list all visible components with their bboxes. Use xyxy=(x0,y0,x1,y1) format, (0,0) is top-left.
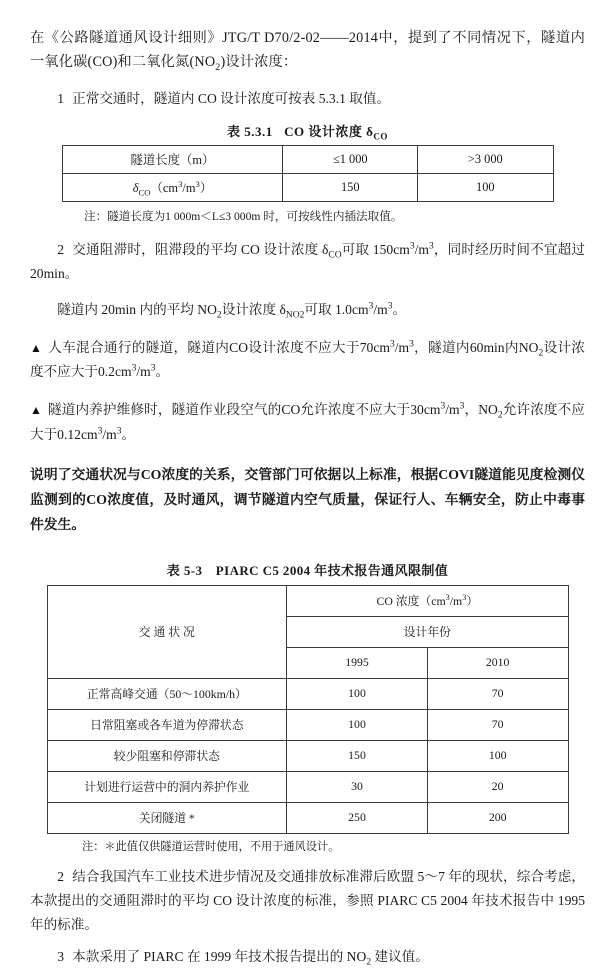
closing-item-3-number: 3 xyxy=(57,949,64,965)
item-2b-sup-c: 3 xyxy=(368,301,374,312)
table-2-row-2-value-0: 150 xyxy=(287,740,428,771)
bullet-2-paragraph xyxy=(30,398,585,447)
item-2-text-b: 可取 150cm xyxy=(341,242,410,258)
bullet-1-text-e: /m xyxy=(136,363,151,379)
table-2-row-0-value-0: 100 xyxy=(287,678,428,709)
table-2-co-unit-sup-b: 3 xyxy=(462,593,467,603)
table-2-row-3-label: 计划进行运营中的洞内养护作业 xyxy=(47,771,287,802)
triangle-bullet-icon: ▲ xyxy=(30,340,43,355)
bullet-2-text-e: /m xyxy=(102,426,117,442)
item-2b-sub-a: 2 xyxy=(216,310,222,321)
item-2-text-a: 交通阻滞时，阻滞段的平均 CO 设计浓度 δ xyxy=(72,242,329,258)
table-2-year-2010: 2010 xyxy=(427,647,568,678)
closing-item-3-text-a: 本款采用了 PIARC 在 1999 年技术报告提出的 NO xyxy=(72,949,367,965)
table-1-row-1-label xyxy=(62,173,283,201)
bullet-1-text-d: 设计浓度不应大于0.2cm xyxy=(30,339,586,379)
item-2b-text-b: 设计浓度 δ xyxy=(221,301,286,317)
table-row xyxy=(47,740,568,771)
closing-item-3-text-b: 建议值。 xyxy=(371,949,429,965)
table-1-caption xyxy=(30,121,585,140)
table-2-row-3-value-1: 20 xyxy=(427,771,568,802)
item-2b-text-e: 。 xyxy=(392,301,407,317)
bullet-2-text-d: 允许浓度不应大于0.12cm xyxy=(30,402,585,442)
item-2b-text-d: /m xyxy=(373,301,388,317)
item-2-number: 2 xyxy=(57,242,64,258)
table-1-caption-prefix: 表 5.3.1 xyxy=(227,123,273,139)
explanation-paragraph: 说明了交通状况与CO浓度的关系，交管部门可依据以上标准，根据COVI隧道能见度检测仪监测到的CO浓度值，及时通风，调节隧道内空气质量，保证行人、车辆安全，防止中毒事件发生。 xyxy=(30,467,585,533)
bullet-1-text-b: /m xyxy=(394,339,410,355)
table-1-caption-main: CO 设计浓度 δ xyxy=(284,123,374,139)
table-1-row-1-value-0: 150 xyxy=(283,173,418,201)
table-2-row-4-label: 关闭隧道 * xyxy=(47,802,287,833)
table-row xyxy=(47,771,568,802)
table-2-row-3-value-0: 30 xyxy=(287,771,428,802)
table-2-row-1-value-0: 100 xyxy=(287,709,428,740)
table-2-co-unit-c: ） xyxy=(466,594,479,609)
table-row xyxy=(47,678,568,709)
table-2-row-4-value-1: 200 xyxy=(427,802,568,833)
bullet-2-sub-c: 2 xyxy=(497,411,503,422)
table-2-caption: 表 5-3 PIARC C5 2004 年技术报告通风限制值 xyxy=(166,562,449,578)
table-2-year-1995: 1995 xyxy=(287,647,428,678)
table-1-row-1-symbol: δ xyxy=(132,181,139,196)
table-1-caption-sub: CO xyxy=(373,131,388,142)
table-2-row-4-value-0: 250 xyxy=(287,802,428,833)
bullet-2-sup-b: 3 xyxy=(459,401,465,412)
table-1-row-1-unit-c: ） xyxy=(199,181,213,196)
table-row xyxy=(47,585,568,616)
table-2-row-0-label: 正常高峰交通（50～100km/h） xyxy=(47,678,287,709)
table-2-co-unit-sup-a: 3 xyxy=(445,593,450,603)
item-2-sup-b: 3 xyxy=(409,241,415,252)
table-row xyxy=(62,145,553,173)
table-2-note: 注：＊此值仅供隧道运营时使用，不用于通风设计。 xyxy=(82,840,340,853)
item-2b-sup-d: 3 xyxy=(387,301,393,312)
table-row xyxy=(62,173,553,201)
table-2-design-year-header: 设计年份 xyxy=(287,616,568,647)
bullet-2-text-f: 。 xyxy=(121,426,136,442)
closing-item-2-text: 结合我国汽车工业技术进步情况及交通排放标准滞后欧盟 5～7 年的现状，综合考虑，本款提出的交通阻滞时的平均 CO 设计浓度的标准，参照 PIARC C5 2004 年技术报告中 1995 年的标准。 xyxy=(30,868,585,933)
triangle-bullet-icon: ▲ xyxy=(30,403,43,418)
bullet-1-sub-c: 2 xyxy=(538,348,544,359)
bullet-1-text-c: ，隧道内60min内NO xyxy=(413,339,539,355)
table-2-co-header xyxy=(287,585,568,616)
table-1-row-0-value-0: ≤1 000 xyxy=(283,145,418,173)
item-1-text: 正常交通时，隧道内 CO 设计浓度可按表 5.3.1 取值。 xyxy=(72,90,391,106)
bullet-2-sup-e: 3 xyxy=(116,426,122,437)
bullet-1-paragraph xyxy=(30,336,585,385)
table-row xyxy=(47,709,568,740)
table-1-row-1-unit-sup-a: 3 xyxy=(178,179,183,189)
table-2-row-1-value-1: 70 xyxy=(427,709,568,740)
table-1-row-1-symbol-sub: CO xyxy=(138,187,151,198)
bullet-2-sup-d: 3 xyxy=(97,426,103,437)
bullet-1-sup-a: 3 xyxy=(389,338,395,349)
closing-item-3 xyxy=(30,945,585,969)
table-2-row-1-label: 日常阻塞或各车道为停滞状态 xyxy=(47,709,287,740)
item-2b-sub-b: NO2 xyxy=(285,310,305,321)
item-2b-text-c: 可取 1.0cm xyxy=(304,301,369,317)
closing-item-2 xyxy=(30,865,585,938)
intro-paragraph xyxy=(30,26,585,75)
table-2-row-0-value-1: 70 xyxy=(427,678,568,709)
bullet-2-sup-a: 3 xyxy=(440,401,446,412)
table-2-co-unit-a: （cm xyxy=(419,594,446,609)
item-2-paragraph xyxy=(30,238,585,286)
intro-text-part1: 在《公路隧道通风设计细则》JTG/T D70/2-02——2014中，提到了不同情况下，隧道内一氧化碳(CO)和二氧化氮(NO xyxy=(30,30,585,71)
table-2-co-unit-b: /m xyxy=(449,594,463,609)
intro-subscript: 2 xyxy=(215,62,221,74)
item-2b-paragraph xyxy=(30,298,585,322)
item-2b-text-a: 隧道内 20min 内的平均 NO xyxy=(57,301,217,317)
closing-item-2-number: 2 xyxy=(57,868,64,884)
table-row xyxy=(47,802,568,833)
table-1-row-1-value-1: 100 xyxy=(418,173,553,201)
bullet-1-sup-d: 3 xyxy=(131,363,137,374)
bullet-2-text-a: 隧道内养护维修时，隧道作业段空气的CO允许浓度不应大于30cm xyxy=(48,402,441,418)
bullet-1-text-f: 。 xyxy=(155,363,170,379)
intro-text-part2: )设计浓度： xyxy=(220,54,298,71)
table-1-row-0-label: 隧道长度（m） xyxy=(62,145,283,173)
item-2-sup-c: 3 xyxy=(428,241,434,252)
table-2-row-2-value-1: 100 xyxy=(427,740,568,771)
table-1-row-1-unit-b: /m xyxy=(182,181,196,196)
closing-item-3-sub: 2 xyxy=(366,958,372,969)
bullet-2-text-c: ，NO xyxy=(464,402,498,418)
table-1-row-1-unit-sup-b: 3 xyxy=(195,179,200,189)
table-1-row-1-unit-a: （cm xyxy=(150,181,179,196)
bullet-1-text-a: 人车混合通行的隧道，隧道内CO设计浓度不应大于70cm xyxy=(48,339,390,355)
table-2-row-2-label: 较少阻塞和停滞状态 xyxy=(47,740,287,771)
item-2-text-d: ，同时经历时间不宜超过 20min。 xyxy=(30,242,586,281)
bullet-2-text-b: /m xyxy=(445,402,460,418)
table-1-row-0-value-1: >3 000 xyxy=(418,145,553,173)
item-1-paragraph xyxy=(30,87,585,111)
table-2-co-header-label: CO 浓度 xyxy=(376,594,420,609)
item-2-sub-a: CO xyxy=(328,250,342,261)
bullet-1-sup-e: 3 xyxy=(150,363,156,374)
piarc-ventilation-limits-table xyxy=(47,585,569,834)
co-design-concentration-table xyxy=(62,145,554,202)
table-2-traffic-header: 交 通 状 况 xyxy=(47,585,287,678)
table-1-note: 注：隧道长度为1 000m＜L≤3 000m 时，可按线性内插法取值。 xyxy=(84,209,403,223)
item-1-number: 1 xyxy=(57,90,64,106)
bullet-1-sup-b: 3 xyxy=(409,338,414,349)
item-2-text-c: /m xyxy=(414,242,429,258)
